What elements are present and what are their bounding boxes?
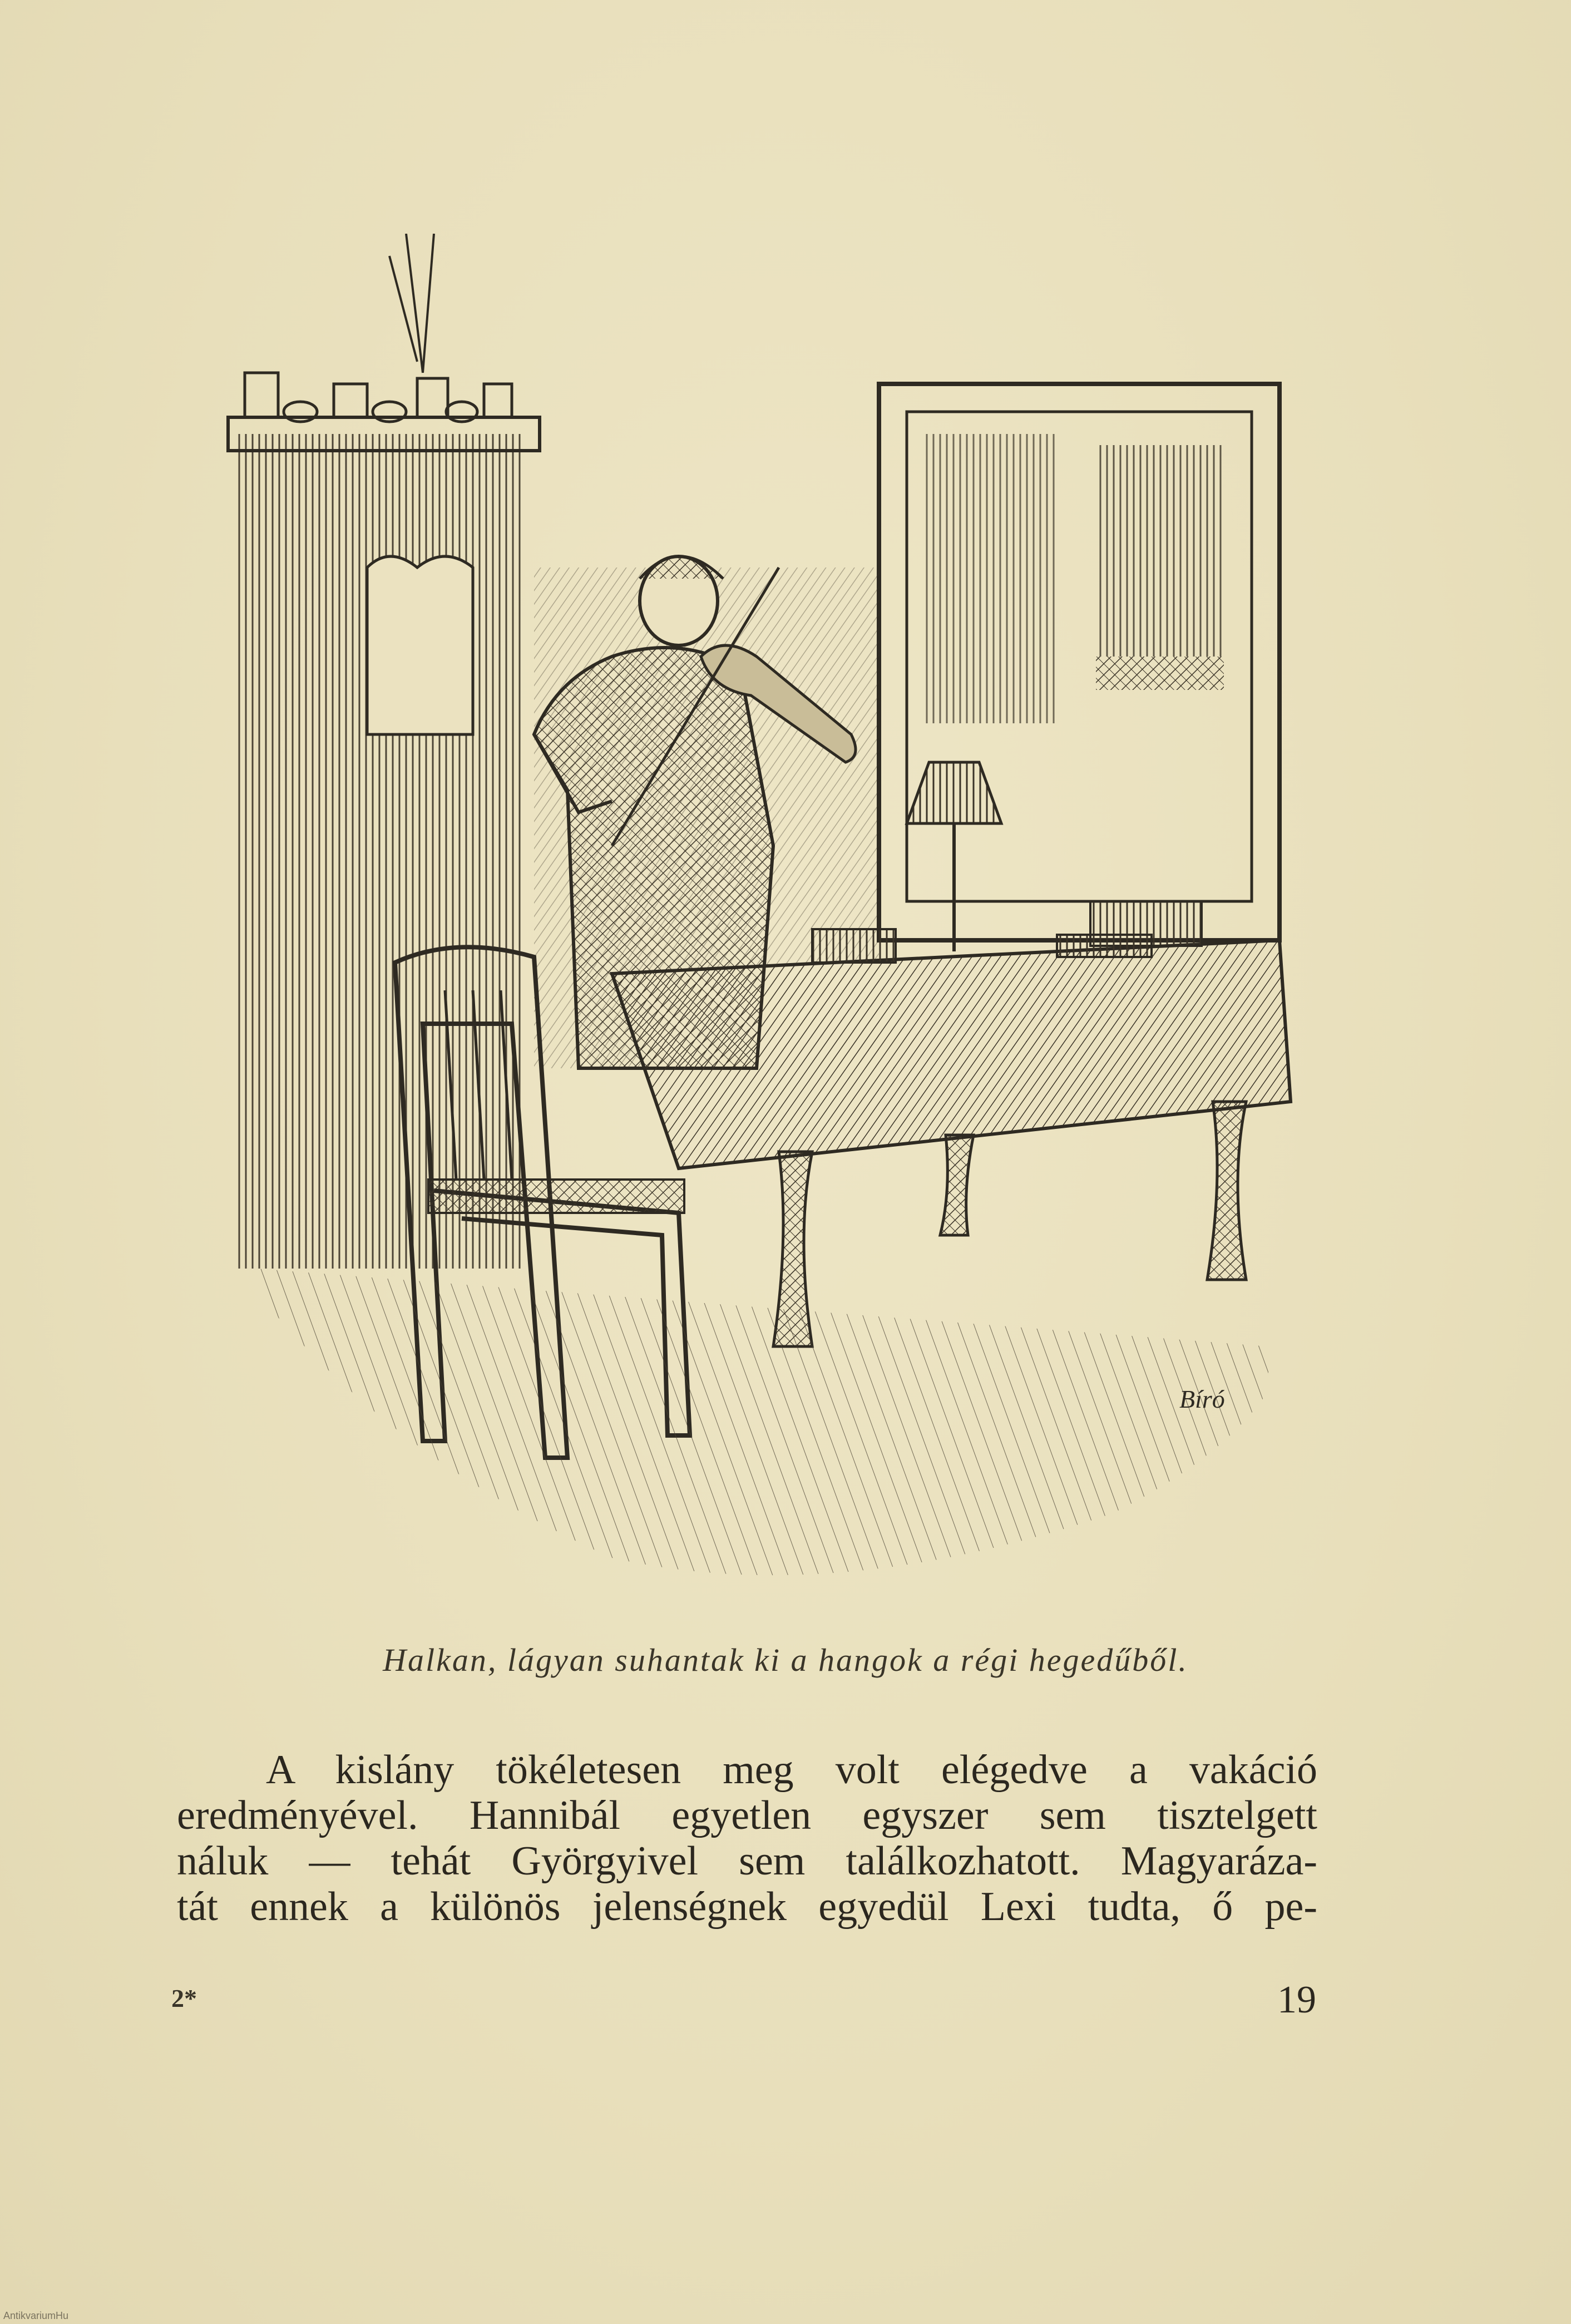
body-line: náluk — tehát Györgyivel sem találkozhatott. Magyaráza- [177,1838,1317,1884]
body-line: tát ennek a különös jelenségnek egyedül Lexi tudta, ő pe- [177,1884,1317,1930]
page-number: 19 [1277,1978,1316,2021]
printer-signature-mark: 2* [171,1984,197,2012]
artist-signature: Bíró [1179,1385,1225,1413]
floor [256,1269,1268,1575]
violinist-illustration [223,234,1313,1614]
illustration-caption: Halkan, lágyan suhantak ki a hangok a régi hegedűből. [383,1642,1188,1678]
ink-drawing [223,234,1313,1614]
wardrobe [228,234,540,1269]
body-paragraph [177,1747,1317,1930]
body-line: eredményével. Hannibál egyetlen egyszer sem tisztelgett [177,1793,1317,1838]
corner-stamp: AntikvariumHu [3,2310,69,2321]
window [879,384,1279,940]
body-line: A kislány tökéletesen meg volt elégedve a vakáció [266,1747,1317,1793]
